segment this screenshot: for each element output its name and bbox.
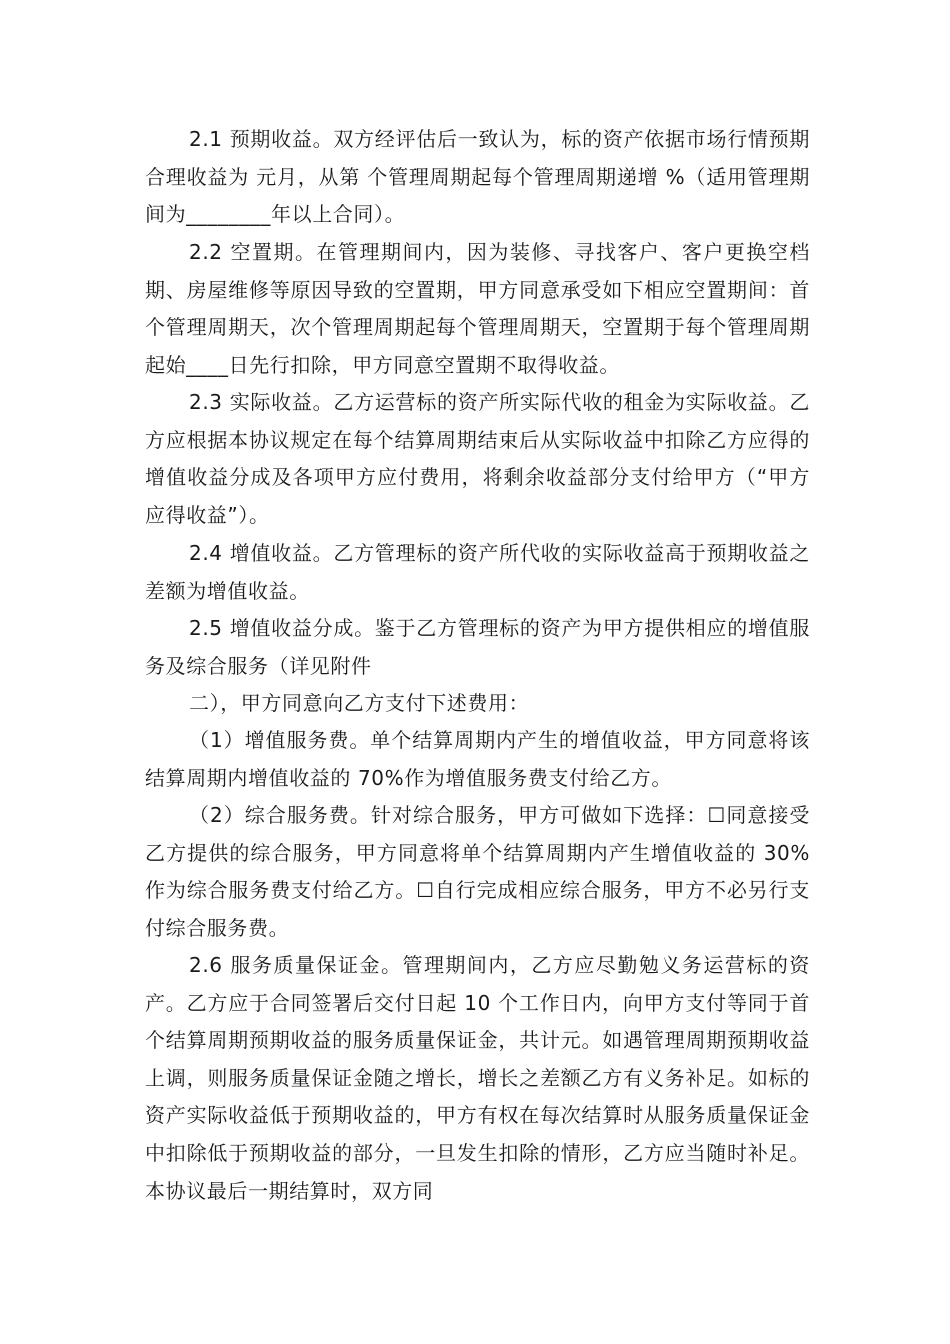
paragraph-2-4-value-added-income: 2.4 增值收益。乙方管理标的资产所代收的实际收益高于预期收益之差额为增值收益。 xyxy=(145,541,810,603)
paragraph-attachment-continuation: 二），甲方同意向乙方支付下述费用： xyxy=(189,691,530,715)
paragraph-2-1-expected-income: 2.1 预期收益。双方经评估后一致认为，标的资产依据市场行情预期合理收益为 元月，从第 个管理周期起每个管理周期递增 %（适用管理期间为________年以上合同）。 xyxy=(145,127,810,227)
paragraph-value-added-service-fee: （1）增值服务费。单个结算周期内产生的增值收益，甲方同意将该结算周期内增值收益的 70%作为增值服务费支付给乙方。 xyxy=(145,728,810,790)
paragraph-comprehensive-service-fee: （2）综合服务费。针对综合服务，甲方可做如下选择：☐同意接受乙方提供的综合服务，甲方同意将单个结算周期内产生增值收益的 30%作为综合服务费支付给乙方。☐自行完成相应综合服务，甲方不必另行支付综合服务费。 xyxy=(145,803,810,940)
paragraph-2-3-actual-income: 2.3 实际收益。乙方运营标的资产所实际代收的租金为实际收益。乙方应根据本协议规定在每个结算周期结束后从实际收益中扣除乙方应得的增值收益分成及各项甲方应付费用，将剩余收益部分支付给甲方（“甲方应得收益”）。 xyxy=(145,390,810,527)
paragraph-2-2-vacancy-period: 2.2 空置期。在管理期间内，因为装修、寻找客户、客户更换空档期、房屋维修等原因导致的空置期，甲方同意承受如下相应空置期间：首个管理周期天，次个管理周期起每个管理周期天，空置期于每个管理周期起始____日先行扣除，甲方同意空置期不取得收益。 xyxy=(145,240,810,377)
paragraph-2-5-income-sharing: 2.5 增值收益分成。鉴于乙方管理标的资产为甲方提供相应的增值服务及综合服务（详见附件 xyxy=(145,616,810,678)
paragraph-2-6-service-deposit: 2.6 服务质量保证金。管理期间内，乙方应尽勤勉义务运营标的资产。乙方应于合同签署后交付日起 10 个工作日内，向甲方支付等同于首个结算周期预期收益的服务质量保证金，共计元。如遇管理周期预期收益上调，则服务质量保证金随之增长，增长之差额乙方有义务补足。如标的资产实际收益低于预期收益的，甲方有权在每次结算时从服务质量保证金中扣除低于预期收益的部分，一旦发生扣除的情形，乙方应当随时补足。本协议最后一期结算时，双方同 xyxy=(145,953,810,1203)
